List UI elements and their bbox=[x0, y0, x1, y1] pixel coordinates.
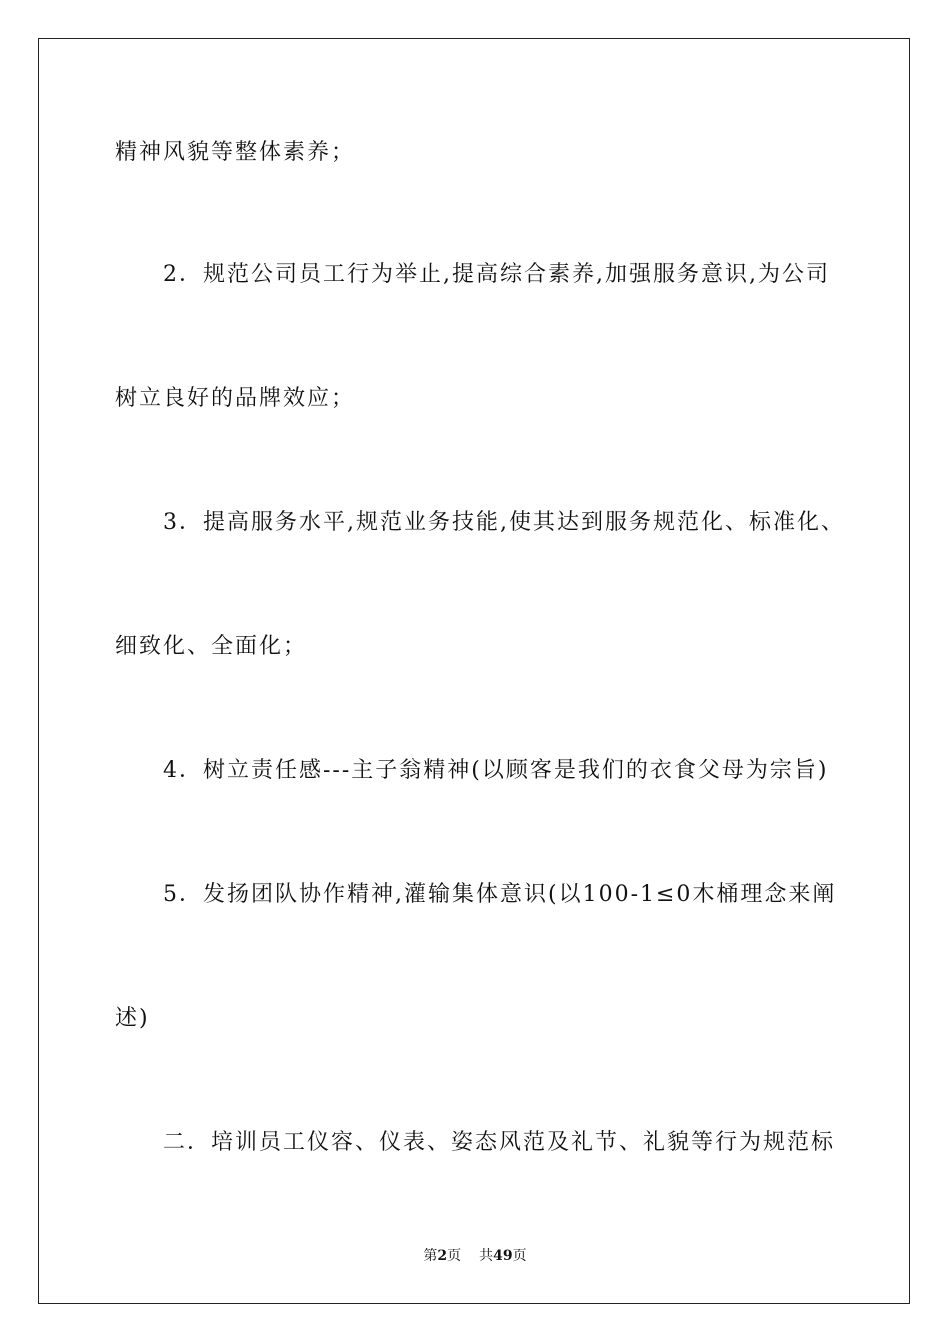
footer-page-prefix: 第 bbox=[423, 1248, 438, 1264]
page-footer bbox=[0, 1247, 950, 1265]
text-line-2: 2．规范公司员工行为举止,提高综合素养,加强服务意识,为公司 bbox=[163, 262, 830, 287]
footer-total-suffix: 页 bbox=[512, 1248, 527, 1264]
footer-page-number: 2 bbox=[437, 1248, 448, 1264]
footer-total-number: 49 bbox=[493, 1248, 513, 1264]
footer-page-suffix: 页 bbox=[447, 1248, 462, 1264]
page-border bbox=[38, 38, 910, 1304]
text-line-3: 树立良好的品牌效应； bbox=[115, 386, 356, 411]
text-line-6: 4．树立责任感---主子翁精神(以顾客是我们的衣食父母为宗旨) bbox=[163, 758, 829, 783]
text-line-5: 细致化、全面化； bbox=[115, 634, 308, 659]
footer-total-prefix: 共 bbox=[479, 1248, 494, 1264]
text-line-1: 精神风貌等整体素养； bbox=[115, 140, 356, 165]
text-line-9: 二．培训员工仪容、仪表、姿态风范及礼节、礼貌等行为规范标 bbox=[163, 1130, 836, 1155]
text-line-4: 3．提高服务水平,规范业务技能,使其达到服务规范化、标准化、 bbox=[163, 510, 845, 535]
text-line-8: 述) bbox=[115, 1006, 150, 1031]
text-line-7: 5．发扬团队协作精神,灌输集体意识(以100-1≤0木桶理念来阐 bbox=[163, 882, 837, 907]
